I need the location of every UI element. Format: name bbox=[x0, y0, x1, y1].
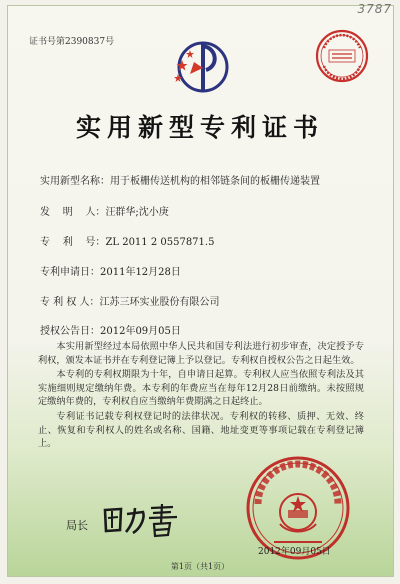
patent-owner-label: 专 利 权 人： bbox=[40, 297, 100, 308]
signature-icon bbox=[101, 500, 181, 540]
seal-date: 2012年09月05日 bbox=[258, 547, 331, 557]
certificate-title: 实用新型专利证书 bbox=[75, 113, 324, 142]
patent-number-field bbox=[40, 233, 214, 248]
grant-date-label: 授权公告日： bbox=[40, 326, 100, 337]
patent-number-value: ZL 2011 2 0557871.5 bbox=[105, 237, 215, 248]
utility-model-name-field bbox=[40, 172, 320, 187]
utility-model-name-label: 实用新型名称： bbox=[40, 176, 110, 187]
inventor-field bbox=[40, 203, 169, 218]
handwritten-note: 3787 bbox=[357, 2, 392, 16]
patent-office-logo-icon bbox=[170, 38, 232, 96]
filing-date-value: 2011年12月28日 bbox=[100, 267, 181, 278]
certificate-number: 证书号第2390837号 bbox=[29, 37, 115, 47]
utility-model-name-value: 用于板栅传送机构的相邻链条间的板栅传递装置 bbox=[110, 176, 320, 187]
inventor-value: 汪群华;沈小庚 bbox=[105, 207, 169, 218]
patent-number-label: 专 利 号： bbox=[40, 237, 106, 248]
body-paragraph: 本专利的专利权期限为十年，自申请日起算。专利权人应当依照专利法及其实施细则规定缴纳年费。本专利的年费应当在每年12月28日前缴纳。未按照规定缴纳年费的，专利权自应当缴纳年费期满之日起终止。 bbox=[38, 369, 364, 408]
grant-date-field bbox=[40, 322, 181, 337]
body-paragraph: 本实用新型经过本局依照中华人民共和国专利法进行初步审查，决定授予专利权，颁发本证书并在专利登记簿上予以登记。专利权自授权公告之日起生效。 bbox=[38, 341, 364, 366]
body-paragraph: 专利证书记载专利权登记时的法律状况。专利权的转移、质押、无效、终止、恢复和专利权人的姓名或名称、国籍、地址变更等事项记载在专利登记簿上。 bbox=[38, 410, 364, 450]
filing-date-label: 专利申请日： bbox=[40, 267, 100, 278]
grant-date-value: 2012年09月05日 bbox=[100, 326, 181, 337]
agency-stamp-icon bbox=[314, 28, 370, 84]
filing-date-field bbox=[40, 263, 181, 278]
inventor-label: 发 明 人： bbox=[40, 207, 106, 218]
patent-owner-field bbox=[40, 293, 220, 308]
certificate-body bbox=[38, 340, 364, 452]
page-footer: 第1页（共1页） bbox=[170, 562, 230, 571]
patent-owner-value: 江苏三环实业股份有限公司 bbox=[99, 297, 220, 308]
director-label: 局长 bbox=[66, 519, 88, 532]
